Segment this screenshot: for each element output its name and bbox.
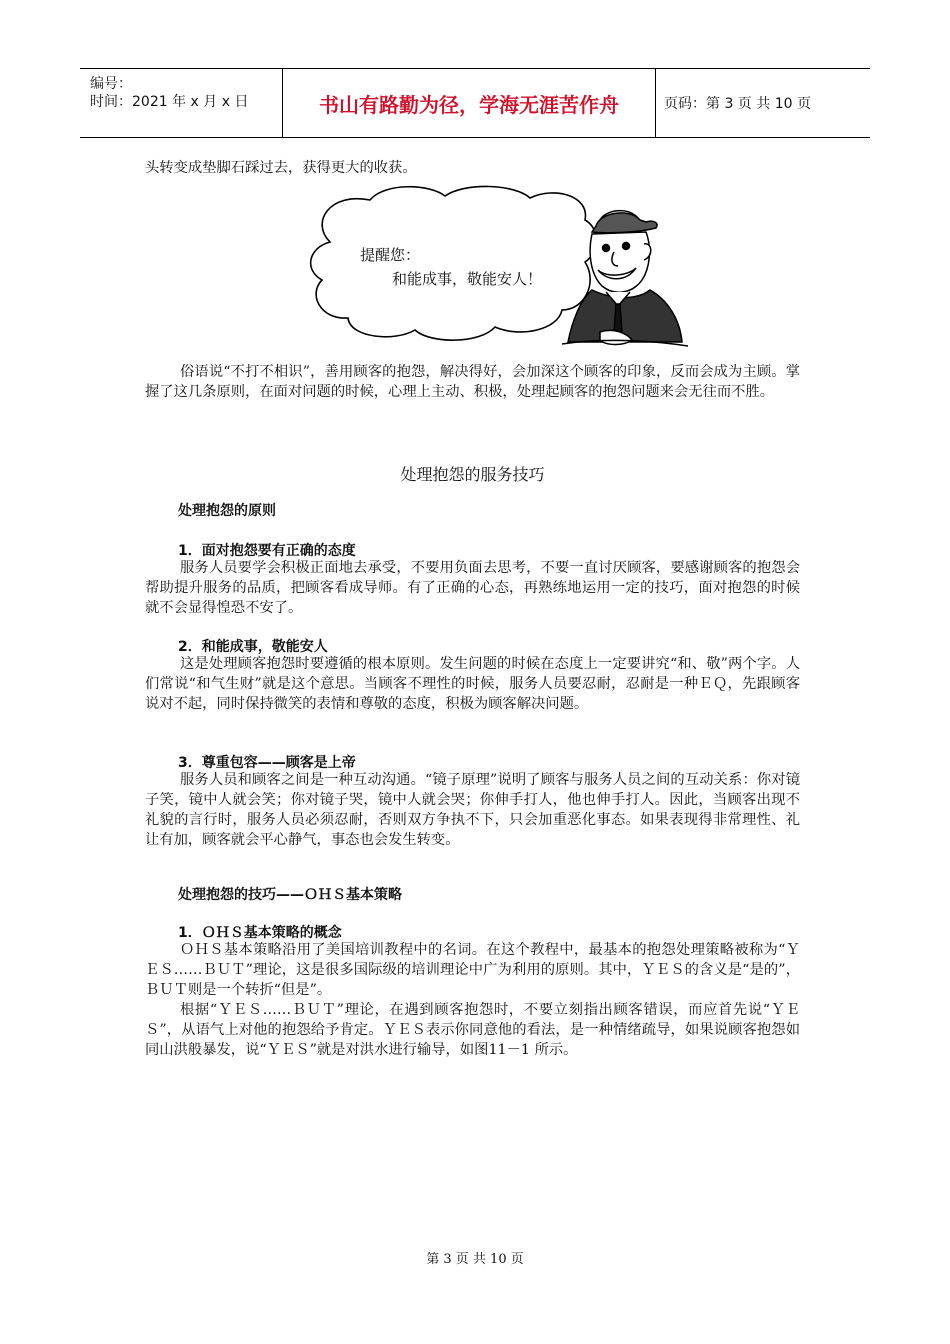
item1-body: 服务人员要学会积极正面地去承受，不要用负面去思考，不要一直讨厌顾客，要感谢顾客的抱怨会帮助提升服务的品质，把顾客看成导师。有了正确的心态，再熟练地运用一定的技巧，面对抱怨的时候就不会显得惶恐不安了。	[145, 560, 800, 616]
page-footer: 第 3 页 共 10 页	[426, 1252, 524, 1267]
number-label: 编号：	[90, 76, 132, 92]
header-meta-cell	[80, 69, 280, 137]
header-motto: 书山有路勤为径，学海无涯苦作舟	[282, 69, 656, 137]
reminder-cartoon	[300, 182, 690, 354]
subsection-principles-title: 处理抱怨的原则	[178, 503, 276, 519]
thought-bubble-cloud	[311, 186, 597, 340]
intro-line: 头转变成垫脚石踩过去，获得更大的收获。	[145, 160, 417, 176]
item3-body: 服务人员和顾客之间是一种互动沟通。“镜子原理”说明了顾客与服务人员之间的互动关系：你对镜子笑，镜中人就会笑；你对镜子哭，镜中人就会哭；你伸手打人，他也伸手打人。因此，当顾客出现不礼貌的言行时，服务人员必须忍耐，否则双方争执不下，只会加重恶化事态。如果表现得非常理性、礼让有加，顾客就会平心静气，事态也会发生转变。	[145, 772, 800, 848]
item4-title: 1．ＯＨＳ基本策略的概念	[178, 925, 342, 941]
bubble-line-2: 和能成事，敬能安人！	[392, 270, 543, 288]
header-page-label: 页码：第 3 页 共 10 页	[664, 96, 811, 112]
time-label: 时间：2021 年 x 月 x 日	[90, 94, 249, 110]
item2-title: 2．和能成事，敬能安人	[178, 639, 328, 655]
item3-title: 3．尊重包容——顾客是上帝	[178, 755, 356, 771]
item4-body-1: ＯＨＳ基本策略沿用了美国培训教程中的名词。在这个教程中，最基本的抱怨处理策略被称为“ＹＥＳ……ＢＵＴ”理论，这是很多国际级的培训理论中广为利用的原则。其中，ＹＥＳ的含义是“是的”，ＢＵＴ则是一个转折“但是”。	[145, 942, 800, 998]
item1-title: 1．面对抱怨要有正确的态度	[178, 543, 356, 559]
subsection-ohs-title: 处理抱怨的技巧——ＯＨＳ基本策略	[178, 887, 402, 903]
section-title: 处理抱怨的服务技巧	[400, 465, 545, 484]
bubble-line-1: 提醒您：	[360, 246, 421, 264]
item2-body: 这是处理顾客抱怨时要遵循的根本原则。发生问题的时候在态度上一定要讲究“和、敬”两个字。人们常说“和气生财”就是这个意思。当顾客不理性的时候，服务人员要忍耐，忍耐是一种ＥＱ，先跟顾客说对不起，同时保持微笑的表情和尊敬的态度，积极为顾客解决问题。	[145, 656, 800, 712]
document-header	[80, 68, 870, 138]
proverb-paragraph: 俗语说“不打不相识”，善用顾客的抱怨，解决得好，会加深这个顾客的印象，反而会成为主顾。掌握了这几条原则，在面对问题的时候，心理上主动、积极，处理起顾客的抱怨问题来会无往而不胜。	[145, 364, 800, 400]
item4-body-2: 根据“ＹＥＳ……ＢＵＴ”理论，在遇到顾客抱怨时，不要立刻指出顾客错误，而应首先说“ＹＥＳ”，从语气上对他的抱怨给予肯定。ＹＥＳ表示你同意他的看法，是一种情绪疏导，如果说顾客抱怨如同山洪般暴发，说“ＹＥＳ”就是对洪水进行输导，如图11－1 所示。	[145, 1002, 800, 1058]
